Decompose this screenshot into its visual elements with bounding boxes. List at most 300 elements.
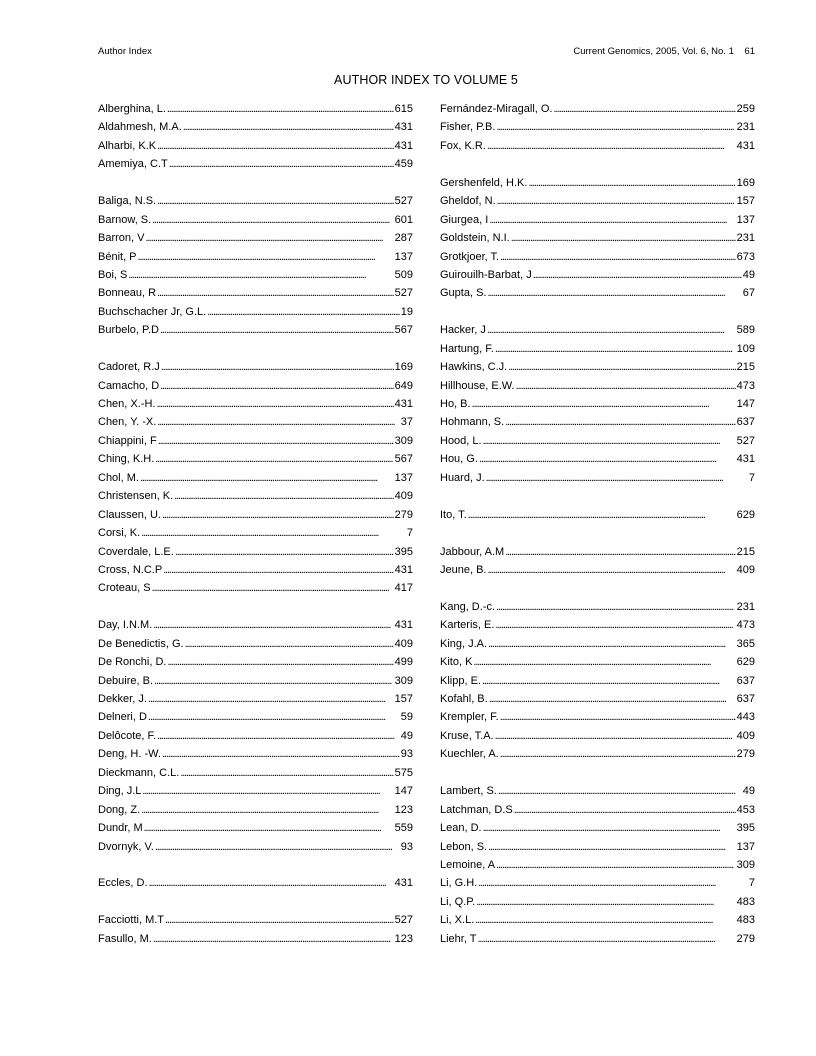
author-name: Debuire, B. (98, 674, 154, 687)
dot-leader (473, 653, 735, 671)
dot-leader (174, 487, 393, 505)
page-number: 483 (736, 914, 755, 927)
dot-leader (475, 911, 735, 929)
index-entry (98, 579, 413, 597)
letter-group-spacer (98, 856, 413, 874)
author-name: Dvornyk, V. (98, 840, 154, 853)
index-entry (440, 284, 755, 302)
author-name: Facciotti, M.T (98, 914, 165, 927)
page-number: 431 (736, 453, 755, 466)
page-number: 473 (736, 619, 755, 632)
letter-group-spacer (98, 598, 413, 616)
letter-group-spacer (440, 524, 755, 542)
page-number: 67 (742, 287, 755, 300)
index-entry (98, 358, 413, 376)
page-number: 395 (394, 545, 413, 558)
running-head-section: Author Index (98, 46, 152, 57)
dot-leader (495, 727, 736, 745)
page-number: 7 (406, 527, 413, 540)
author-name: Jeune, B. (440, 563, 487, 576)
author-name: Aldahmesh, M.A. (98, 121, 182, 134)
dot-leader (498, 782, 742, 800)
page-number: 673 (736, 250, 755, 263)
index-entry (98, 118, 413, 136)
dot-leader (508, 358, 735, 376)
letter-group-spacer (98, 893, 413, 911)
page-number: 637 (736, 693, 755, 705)
dot-leader (154, 672, 394, 690)
index-entry (440, 930, 755, 948)
dot-leader (489, 690, 736, 708)
author-name: Chen, Y. -X. (98, 416, 157, 429)
author-name: Hood, L. (440, 434, 482, 447)
index-entry (98, 432, 413, 450)
dot-leader (489, 211, 735, 229)
index-entry (98, 524, 413, 542)
author-name: Eccles, D. (98, 877, 148, 890)
page-number: 7 (748, 877, 755, 890)
index-entry (440, 801, 755, 819)
index-entry (440, 321, 755, 339)
author-name: Fernández-Miragall, O. (440, 103, 553, 115)
author-name: Lemoine, A (440, 858, 496, 871)
index-entry (98, 229, 413, 247)
dot-leader (500, 708, 736, 726)
page-number: 615 (394, 103, 413, 115)
index-entry (440, 838, 755, 856)
index-entry (440, 118, 755, 136)
author-name: Coverdale, L.E. (98, 545, 174, 558)
index-entry (98, 727, 413, 745)
author-name: Ching, K.H. (98, 453, 155, 466)
author-name: Croteau, S (98, 582, 151, 595)
index-column-right (440, 100, 755, 948)
page-number: 309 (736, 858, 755, 871)
dot-leader (497, 192, 736, 210)
page-number: 431 (736, 139, 755, 152)
page-number: 19 (400, 305, 413, 318)
page-number: 157 (394, 693, 413, 705)
dot-leader (157, 192, 394, 210)
dot-leader (505, 543, 735, 561)
author-name: Grotkjoer, T. (440, 250, 500, 263)
author-name: Baliga, N.S. (98, 195, 157, 208)
page-number: 431 (394, 877, 413, 890)
page-number: 157 (736, 195, 755, 208)
dot-leader (488, 838, 736, 856)
author-name: Claussen, U. (98, 508, 161, 521)
page-number: 431 (394, 619, 413, 632)
dot-leader (185, 635, 394, 653)
page-number: 147 (736, 398, 755, 410)
page-number: 629 (736, 656, 755, 669)
page-number: 365 (736, 637, 755, 650)
author-name: De Benedictis, G. (98, 637, 184, 650)
index-entry (440, 137, 755, 155)
page-number: 417 (394, 582, 413, 595)
author-name: Buchschacher Jr, G.L. (98, 305, 207, 318)
author-name: Latchman, D.S (440, 803, 513, 816)
dot-leader (483, 432, 736, 450)
page-number: 7 (748, 471, 755, 484)
dot-leader (145, 229, 393, 247)
author-name: Bénit, P (98, 250, 137, 263)
author-name: Karteris, E. (440, 619, 495, 632)
dot-leader (155, 450, 393, 468)
page-number: 589 (736, 324, 755, 337)
author-name: Bonneau, R (98, 287, 157, 300)
dot-leader (167, 100, 394, 118)
page-number: 147 (394, 785, 413, 798)
dot-leader (148, 708, 400, 726)
page-number: 431 (394, 139, 413, 152)
page-number: 527 (394, 914, 413, 927)
page-number: 215 (736, 545, 755, 558)
author-name: Dong, Z. (98, 803, 141, 816)
dot-leader (160, 377, 394, 395)
page-number: 409 (736, 563, 755, 576)
dot-leader (149, 874, 394, 892)
author-name: Ding, J.L (98, 785, 142, 798)
index-entry (98, 930, 413, 948)
author-name: Delneri, D (98, 711, 147, 724)
index-entry (440, 782, 755, 800)
dot-leader (496, 856, 736, 874)
running-head (98, 46, 755, 60)
letter-group-spacer (440, 155, 755, 173)
page-number: 215 (736, 361, 755, 374)
letter-group-spacer (98, 340, 413, 358)
page-number: 483 (736, 895, 755, 908)
page-title: AUTHOR INDEX TO VOLUME 5 (334, 73, 518, 87)
dot-leader (514, 801, 736, 819)
dot-leader (175, 543, 394, 561)
dot-leader (140, 469, 394, 487)
page-number: 231 (736, 232, 755, 245)
index-entry (440, 432, 755, 450)
dot-leader (144, 819, 394, 837)
index-entry (98, 801, 413, 819)
author-name: Alberghina, L. (98, 103, 166, 115)
author-name: Ho, B. (440, 398, 471, 410)
author-name: Chol, M. (98, 471, 139, 484)
index-entry (98, 838, 413, 856)
author-name: Krempler, F. (440, 711, 499, 724)
index-entry (440, 819, 755, 837)
index-entry (440, 395, 755, 413)
author-name: Kuechler, A. (440, 748, 499, 761)
page-number: 637 (736, 416, 755, 429)
author-name: Burbelo, P.D (98, 324, 159, 337)
dot-leader (505, 413, 735, 431)
page-number: 169 (736, 176, 755, 189)
dot-leader (533, 266, 742, 284)
author-name: Lambert, S. (440, 785, 497, 798)
index-entry (440, 653, 755, 671)
page-number: 37 (400, 416, 413, 429)
author-name: Camacho, D (98, 379, 160, 392)
index-entry (98, 764, 413, 782)
dot-leader (516, 377, 736, 395)
index-entry (440, 727, 755, 745)
dot-leader (169, 155, 394, 173)
dot-leader (163, 561, 393, 579)
dot-leader (156, 395, 393, 413)
page-number: 637 (736, 674, 755, 687)
dot-leader (487, 137, 736, 155)
author-name: Jabbour, A.M (440, 545, 505, 558)
index-entry (98, 690, 413, 708)
dot-leader (511, 229, 736, 247)
page-number: 443 (736, 711, 755, 724)
dot-leader (155, 838, 400, 856)
dot-leader (482, 672, 736, 690)
dot-leader (152, 579, 394, 597)
author-name: Goldstein, N.I. (440, 232, 510, 245)
dot-leader (180, 764, 393, 782)
index-entry (440, 911, 755, 929)
index-entry (98, 911, 413, 929)
author-name: Alharbi, K.K (98, 139, 157, 152)
page-number: 431 (394, 563, 413, 576)
page-number: 137 (736, 840, 755, 853)
index-entry (98, 543, 413, 561)
author-name: Ito, T. (440, 508, 467, 521)
page-number: 395 (736, 822, 755, 835)
author-name: Gupta, S. (440, 287, 487, 300)
index-entry (98, 395, 413, 413)
page-number: 509 (394, 268, 413, 281)
author-name: Delôcote, F. (98, 729, 157, 742)
author-name: Klipp, E. (440, 674, 481, 687)
dot-leader (128, 266, 393, 284)
page-number: 93 (400, 840, 413, 853)
page-number: 575 (394, 766, 413, 779)
page-number: 231 (736, 600, 755, 613)
index-entry (440, 506, 755, 524)
index-entry (440, 745, 755, 763)
author-name: Day, I.N.M. (98, 619, 153, 632)
page-number: 137 (736, 213, 755, 226)
index-entry (440, 635, 755, 653)
dot-leader (152, 211, 393, 229)
index-entry (98, 248, 413, 266)
author-name: Dieckmann, C.L. (98, 766, 180, 779)
index-entry (440, 192, 755, 210)
page-number: 431 (394, 398, 413, 410)
page-number: 527 (394, 195, 413, 208)
index-entry (440, 708, 755, 726)
author-name: Li, G.H. (440, 877, 478, 890)
page-number: 137 (394, 250, 413, 263)
page-number: 567 (394, 453, 413, 466)
author-name: Liehr, T (440, 932, 477, 945)
index-entry (440, 469, 755, 487)
index-entry (98, 506, 413, 524)
dot-leader (479, 450, 736, 468)
page-number: 453 (736, 803, 755, 816)
author-name: Chen, X.-H. (98, 398, 156, 410)
index-entry (440, 211, 755, 229)
letter-group-spacer (440, 764, 755, 782)
page-number: 49 (742, 268, 755, 281)
page-number: 527 (394, 287, 413, 300)
index-entry (98, 377, 413, 395)
page-number: 49 (400, 729, 413, 742)
index-entry (440, 266, 755, 284)
dot-leader (478, 930, 736, 948)
author-name: Kofahl, B. (440, 693, 488, 705)
page-number: 409 (736, 729, 755, 742)
dot-leader (141, 801, 393, 819)
index-entry (98, 450, 413, 468)
dot-leader (167, 653, 393, 671)
page-number: 287 (394, 232, 413, 245)
author-name: Kruse, T.A. (440, 729, 494, 742)
author-name: Lebon, S. (440, 840, 488, 853)
dot-leader (153, 930, 394, 948)
index-entry (98, 874, 413, 892)
index-entry (440, 874, 755, 892)
dot-leader (157, 137, 394, 155)
dot-leader (468, 506, 736, 524)
author-name: Li, X.L. (440, 914, 475, 927)
letter-group-spacer (440, 579, 755, 597)
index-entry (98, 100, 413, 118)
dot-leader (148, 690, 394, 708)
dot-leader (483, 819, 736, 837)
page-number: 309 (394, 674, 413, 687)
running-head-journal: Current Genomics, 2005, Vol. 6, No. 1 61 (573, 46, 755, 57)
dot-leader (495, 340, 736, 358)
index-entry (440, 100, 755, 118)
dot-leader (160, 321, 394, 339)
index-entry (98, 561, 413, 579)
index-entry (98, 469, 413, 487)
index-column-left (98, 100, 413, 948)
dot-leader (488, 635, 736, 653)
dot-leader (162, 745, 400, 763)
author-name: Hillhouse, E.W. (440, 379, 515, 392)
author-name: Chiappini, F (98, 434, 157, 447)
page-number: 137 (394, 471, 413, 484)
author-name: Christensen, K. (98, 490, 174, 503)
page-number: 123 (394, 932, 413, 945)
dot-leader (472, 395, 736, 413)
page-number: 499 (394, 656, 413, 669)
author-name: De Ronchi, D. (98, 656, 167, 669)
page-number: 123 (394, 803, 413, 816)
author-name: Hohmann, S. (440, 416, 505, 429)
index-entry (98, 284, 413, 302)
dot-leader (486, 469, 748, 487)
index-entry (98, 211, 413, 229)
page-number: 93 (400, 748, 413, 761)
dot-leader (476, 893, 735, 911)
page-number: 431 (394, 121, 413, 134)
dot-leader (487, 284, 741, 302)
index-entry (440, 377, 755, 395)
page-number: 409 (394, 637, 413, 650)
author-name: Fox, K.R. (440, 139, 486, 152)
dot-leader (496, 598, 736, 616)
index-entry (98, 708, 413, 726)
author-name: King, J.A. (440, 637, 488, 650)
author-name: Guirouilh-Barbat, J (440, 268, 532, 281)
author-name: Kang, D.-c. (440, 600, 496, 613)
dot-leader (487, 321, 736, 339)
dot-leader (138, 248, 394, 266)
author-name: Gershenfeld, H.K. (440, 176, 528, 189)
index-entry (98, 413, 413, 431)
letter-group-spacer (440, 303, 755, 321)
index-entry (98, 653, 413, 671)
page-number: 259 (736, 103, 755, 115)
index-entry (440, 598, 755, 616)
dot-leader (141, 524, 406, 542)
index-entry (98, 137, 413, 155)
dot-leader (496, 118, 735, 136)
author-name: Cadoret, R.J (98, 361, 160, 374)
dot-leader (158, 432, 394, 450)
index-entry (98, 819, 413, 837)
author-name: Giurgea, I (440, 213, 489, 226)
page-number: 231 (736, 121, 755, 134)
dot-leader (157, 413, 399, 431)
index-entry (98, 155, 413, 173)
dot-leader (183, 118, 394, 136)
page-number: 409 (394, 490, 413, 503)
index-entry (440, 358, 755, 376)
dot-leader (165, 911, 394, 929)
page-number: 59 (400, 711, 413, 724)
dot-leader (157, 727, 400, 745)
author-name: Hawkins, C.J. (440, 361, 508, 374)
index-entry (440, 450, 755, 468)
author-name: Dundr, M (98, 822, 143, 835)
dot-leader (157, 284, 394, 302)
index-entry (98, 303, 413, 321)
dot-leader (142, 782, 393, 800)
author-name: Li, Q.P. (440, 895, 476, 908)
page-number: 169 (394, 361, 413, 374)
page-number: 49 (742, 785, 755, 798)
page-number: 109 (736, 342, 755, 355)
page-number: 527 (736, 434, 755, 447)
author-name: Hou, G. (440, 453, 478, 466)
index-entry (98, 266, 413, 284)
index-entry (98, 321, 413, 339)
author-name: Amemiya, C.T (98, 158, 168, 171)
index-entry (98, 635, 413, 653)
page-number: 279 (736, 748, 755, 761)
index-entry (98, 616, 413, 634)
dot-leader (554, 100, 736, 118)
author-name: Corsi, K. (98, 527, 141, 540)
letter-group-spacer (440, 487, 755, 505)
author-name: Barron, V (98, 232, 145, 245)
author-name: Barnow, S. (98, 213, 152, 226)
dot-leader (500, 248, 736, 266)
index-entry (440, 413, 755, 431)
index-entry (98, 487, 413, 505)
index-entry (440, 340, 755, 358)
index-entry (440, 543, 755, 561)
page-number: 601 (394, 213, 413, 226)
index-entry (98, 745, 413, 763)
dot-leader (207, 303, 400, 321)
author-name: Kito, K (440, 656, 473, 669)
